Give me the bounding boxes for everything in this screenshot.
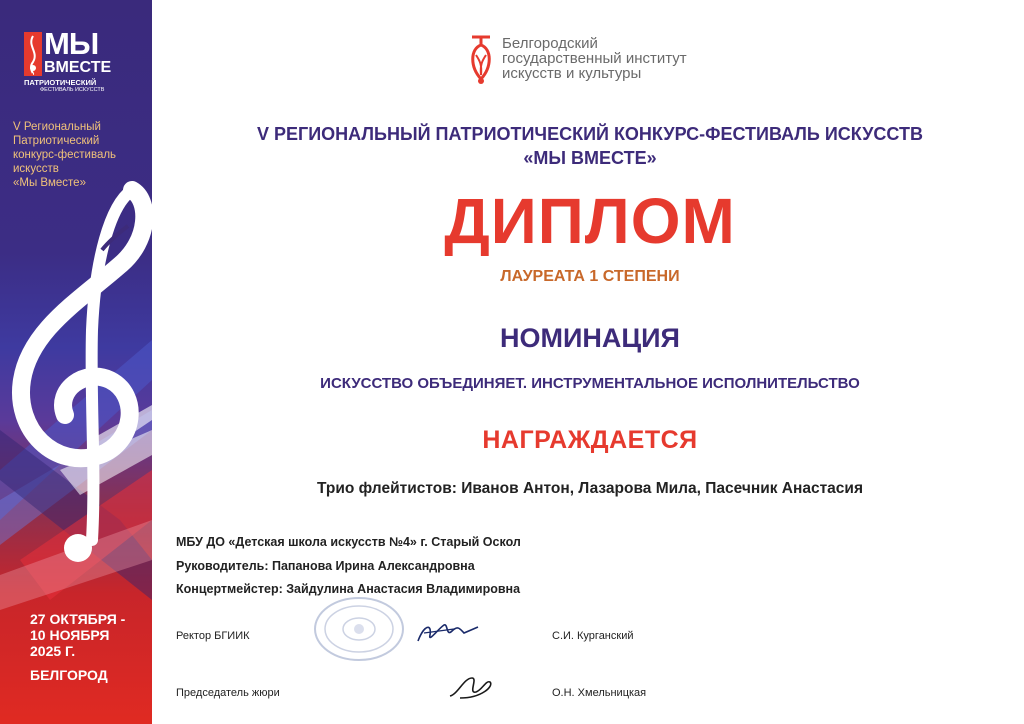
recipient-name: Трио флейтистов: Иванов Антон, Лазарова Мила, Пасечник Анастасия — [316, 480, 863, 497]
institute-line: Белгородский — [502, 35, 598, 52]
festival-city: БЕЛГОРОД — [30, 667, 108, 683]
rector-name: С.И. Курганский — [552, 630, 634, 642]
rector-signature — [414, 615, 482, 647]
festival-logo — [22, 26, 132, 100]
festival-sidebar — [0, 0, 152, 724]
description-line: искусств — [13, 163, 59, 175]
jury-signature — [446, 672, 496, 702]
laureate-degree: ЛАУРЕАТА 1 СТЕПЕНИ — [500, 268, 680, 285]
description-line: конкурс-фестиваль — [13, 149, 117, 161]
institute-line: государственный институт — [502, 50, 687, 67]
rector-title: Ректор БГИИК — [176, 630, 250, 642]
jury-chair-title: Председатель жюри — [176, 687, 280, 699]
nomination-label: НОМИНАЦИЯ — [500, 323, 680, 353]
festival-dates — [30, 611, 125, 683]
lyre-emblem-icon — [466, 31, 496, 85]
school-info: МБУ ДО «Детская школа искусств №4» г. Старый Оскол — [176, 535, 521, 549]
institute-logo — [466, 31, 736, 87]
awarded-label: НАГРАЖДАЕТСЯ — [482, 426, 698, 454]
jury-chair-name: О.Н. Хмельницкая — [552, 687, 647, 699]
date-line: 27 ОКТЯБРЯ - — [30, 611, 126, 627]
logo-tagline-2: ФЕСТИВАЛЬ ИСКУССТВ — [40, 87, 105, 93]
institute-line: искусств и культуры — [502, 65, 642, 82]
date-line: 2025 Г. — [30, 643, 76, 659]
leader-info: Руководитель: Папанова Ирина Александровна — [176, 559, 475, 573]
description-line: V Региональный — [13, 121, 101, 133]
festival-description — [13, 120, 143, 190]
description-line: «Мы Вместе» — [13, 177, 86, 189]
logo-sub-text: ВМЕСТЕ — [44, 59, 112, 76]
contest-title-line-1: V РЕГИОНАЛЬНЫЙ ПАТРИОТИЧЕСКИЙ КОНКУРС-ФЕСТИВАЛЬ ИСКУССТВ — [257, 124, 923, 144]
institute-name — [502, 36, 687, 81]
logo-main-text: МЫ — [44, 26, 99, 61]
official-seal — [312, 596, 406, 662]
logo-tagline-1: ПАТРИОТИЧЕСКИЙ — [24, 78, 97, 87]
description-line: Патриотический — [13, 135, 100, 147]
accompanist-info: Концертмейстер: Зайдулина Анастасия Владимировна — [176, 582, 521, 596]
diploma-heading: ДИПЛОМ — [444, 185, 736, 257]
violin-icon — [22, 32, 44, 76]
contest-title-line-2: «МЫ ВМЕСТЕ» — [523, 148, 657, 168]
date-line: 10 НОЯБРЯ — [30, 627, 110, 643]
nomination-text: ИСКУССТВО ОБЪЕДИНЯЕТ. ИНСТРУМЕНТАЛЬНОЕ ИСПОЛНИТЕЛЬСТВО — [320, 375, 860, 392]
